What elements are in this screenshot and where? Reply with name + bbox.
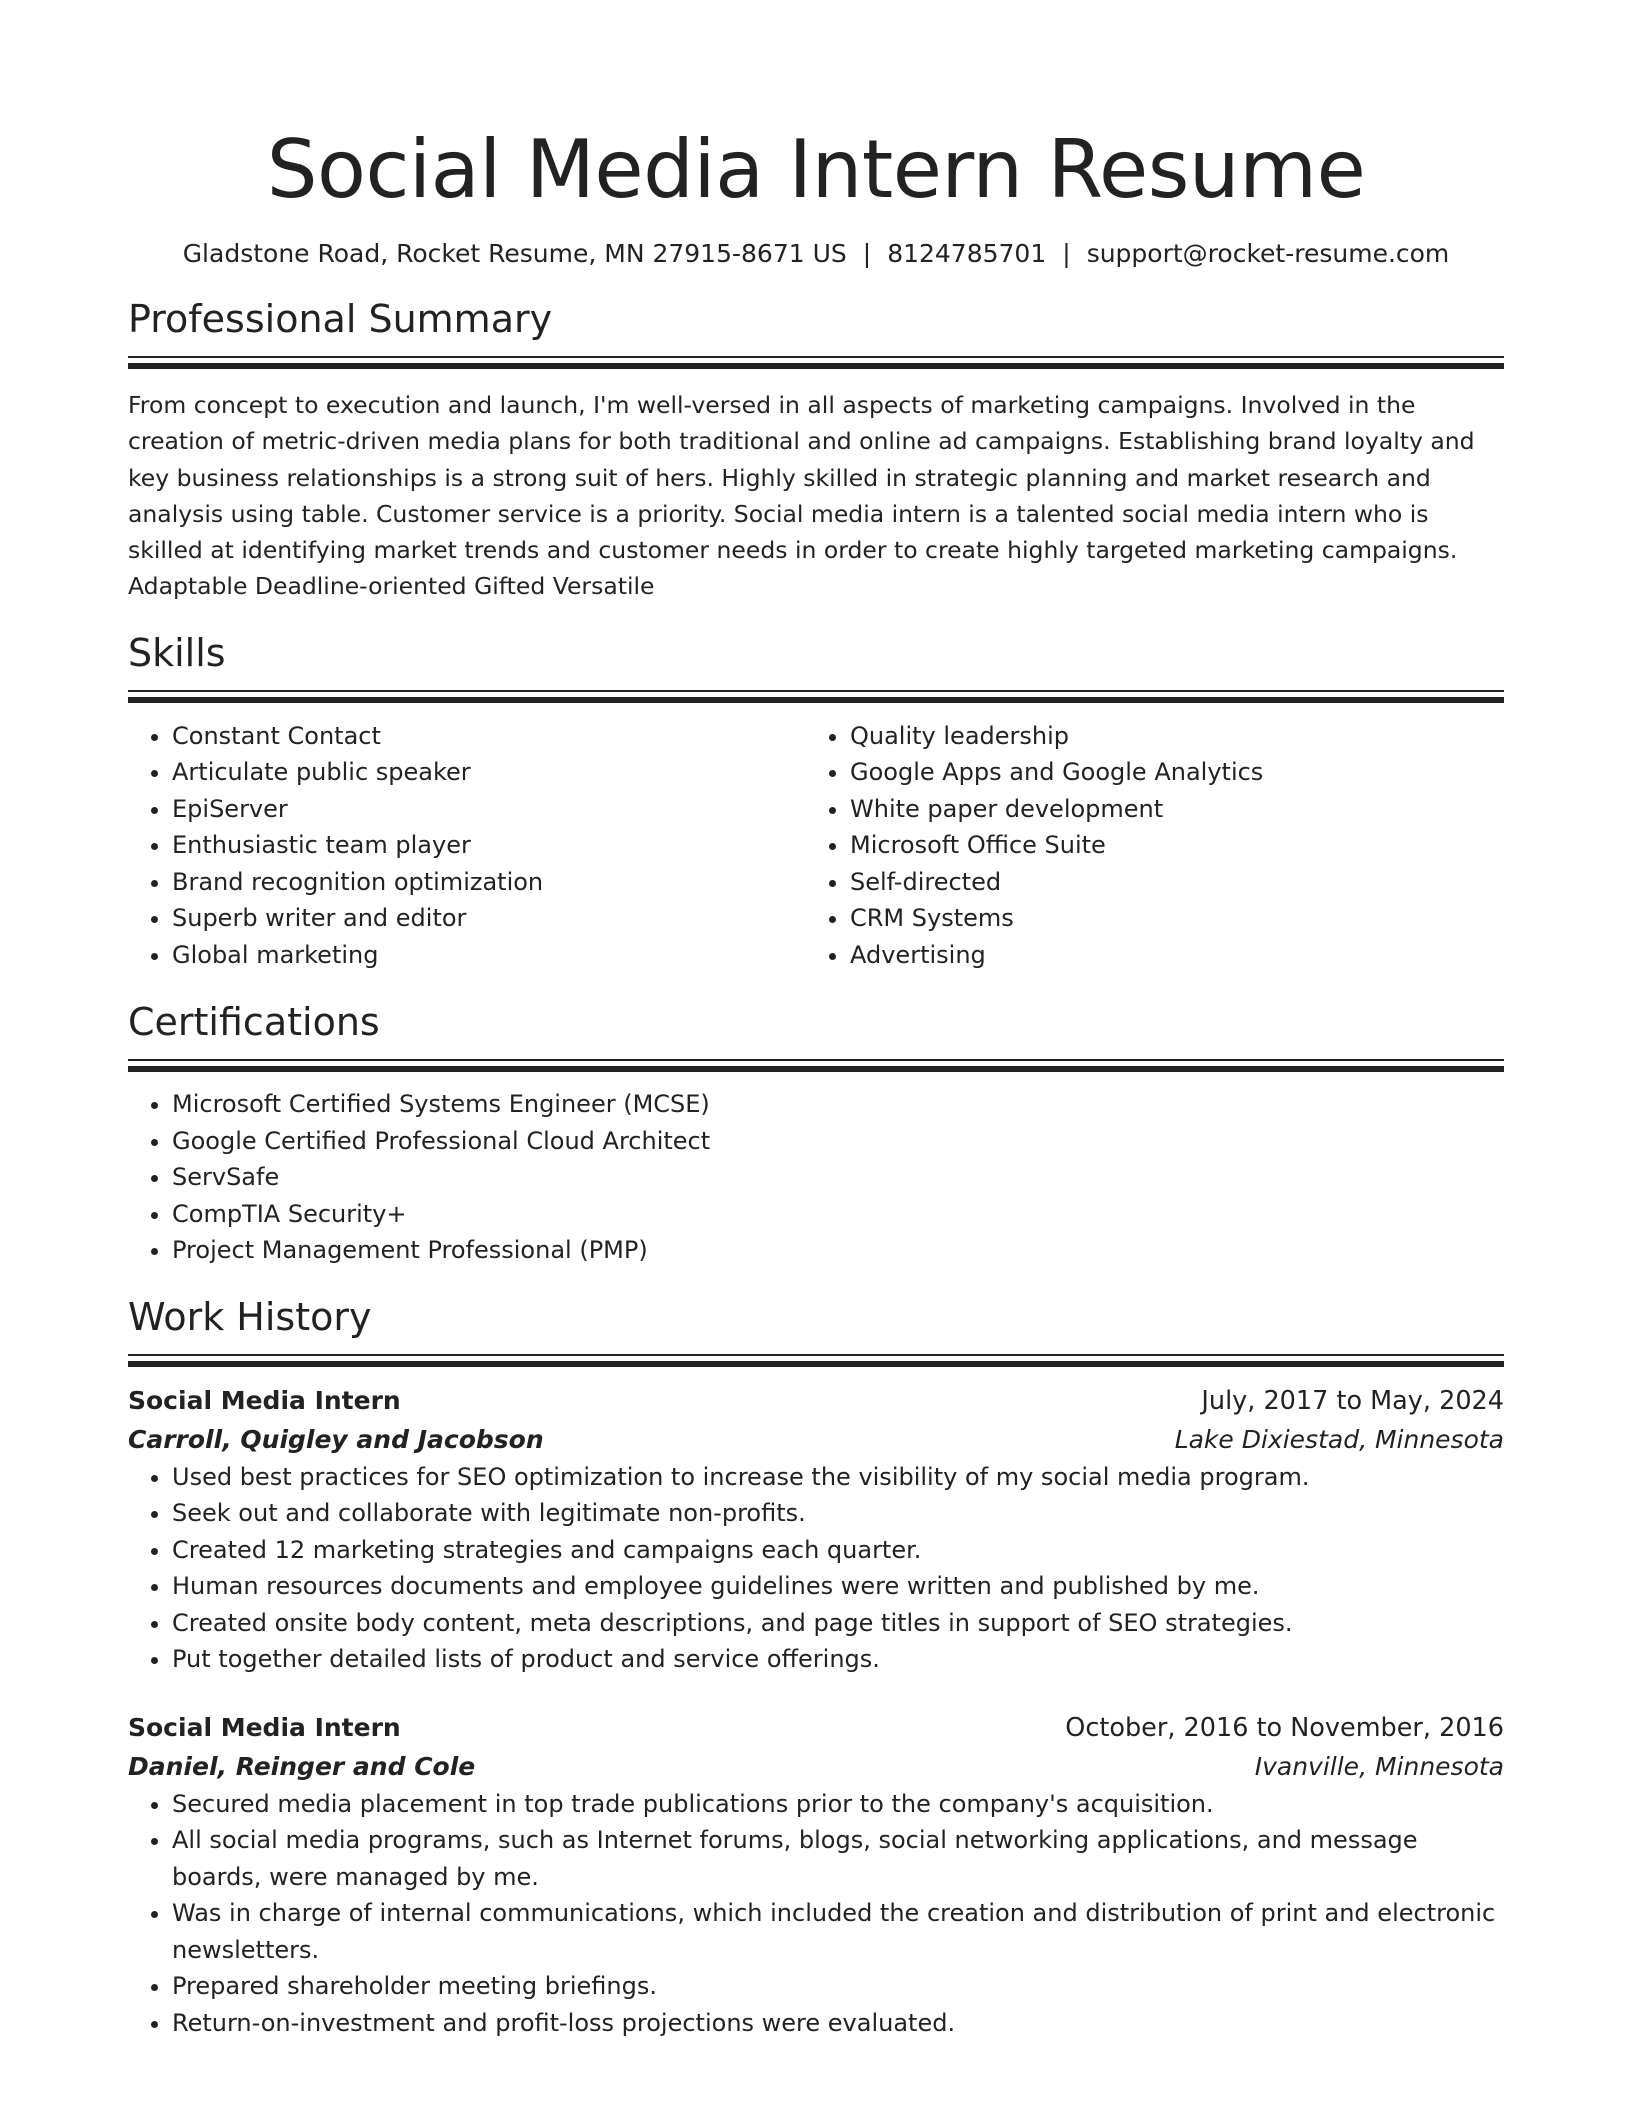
job-company: Carroll, Quigley and Jacobson — [128, 1424, 544, 1454]
skill-item: • Global marketing — [172, 937, 806, 974]
skill-item: • Quality leadership — [850, 718, 1484, 755]
contact-email: support@rocket-resume.com — [1086, 239, 1450, 268]
job-company: Daniel, Reinger and Cole — [128, 1751, 476, 1781]
section-heading-work-history: Work History — [128, 1294, 372, 1339]
job-bullet: • Created 12 marketing strategies and campaigns each quarter. — [172, 1532, 1504, 1569]
skill-item: • Self-directed — [850, 864, 1484, 901]
skill-item: • CRM Systems — [850, 900, 1484, 937]
job-bullet: • Created onsite body content, meta descriptions, and page titles in support of SEO strategies. — [172, 1605, 1504, 1642]
job-dates: October, 2016 to November, 2016 — [1065, 1712, 1504, 1743]
skill-item: • Articulate public speaker — [172, 754, 806, 791]
skill-item: • Constant Contact — [172, 718, 806, 755]
skill-item: • Brand recognition optimization — [172, 864, 806, 901]
section-divider — [128, 1354, 1504, 1367]
skill-item: • Superb writer and editor — [172, 900, 806, 937]
skill-item: • Microsoft Office Suite — [850, 827, 1484, 864]
job-bullets — [128, 1786, 1504, 2042]
resume-page — [128, 0, 1504, 2041]
contact-line — [128, 238, 1504, 270]
job-bullet: • Human resources documents and employee guidelines were written and published by me. — [172, 1568, 1504, 1605]
certifications-list — [128, 1086, 1504, 1269]
certification-item: • Google Certified Professional Cloud Architect — [172, 1123, 1504, 1160]
job-bullet: • Secured media placement in top trade publications prior to the company's acquisition. — [172, 1786, 1504, 1823]
job-title: Social Media Intern — [128, 1712, 401, 1742]
skill-item: • Enthusiastic team player — [172, 827, 806, 864]
skill-item: • Advertising — [850, 937, 1484, 974]
job-entry — [128, 1381, 1504, 1678]
job-bullet: • Prepared shareholder meeting briefings. — [172, 1968, 1504, 2005]
job-bullet: • Used best practices for SEO optimization to increase the visibility of my social media program. — [172, 1459, 1504, 1496]
contact-address: Gladstone Road, Rocket Resume, MN 27915-8671 US — [182, 239, 847, 268]
section-heading-certifications: Certifications — [128, 1000, 380, 1045]
job-company-row — [128, 1421, 1504, 1459]
job-bullet: • Was in charge of internal communications, which included the creation and distribution of print and electronic newsletters. — [172, 1895, 1504, 1968]
contact-phone: 8124785701 — [887, 239, 1047, 268]
job-entry — [128, 1708, 1504, 2042]
skill-item: • EpiServer — [172, 791, 806, 828]
skills-grid — [128, 718, 1504, 974]
job-dates: July, 2017 to May, 2024 — [1201, 1385, 1504, 1416]
job-title: Social Media Intern — [128, 1385, 401, 1415]
work-history-section — [128, 1294, 1504, 2042]
skills-list-left — [128, 718, 806, 974]
skill-item: • Google Apps and Google Analytics — [850, 754, 1484, 791]
resume-title: Social Media Intern Resume — [266, 123, 1366, 216]
job-bullet: • Put together detailed lists of product and service offerings. — [172, 1641, 1504, 1678]
certification-item: • Microsoft Certified Systems Engineer (MCSE) — [172, 1086, 1504, 1123]
section-divider — [128, 356, 1504, 369]
certification-item: • ServSafe — [172, 1159, 1504, 1196]
job-header-row — [128, 1708, 1504, 1748]
skills-list-right — [806, 718, 1484, 974]
job-company-row — [128, 1748, 1504, 1786]
skills-column-right — [806, 718, 1484, 974]
job-bullet: • Seek out and collaborate with legitimate non-profits. — [172, 1495, 1504, 1532]
skills-section — [128, 630, 1504, 974]
certifications-section — [128, 999, 1504, 1269]
summary-section — [128, 296, 1504, 605]
section-divider — [128, 690, 1504, 703]
job-bullet: • All social media programs, such as Internet forums, blogs, social networking applications, and message boards, were managed by me. — [172, 1822, 1504, 1895]
skills-column-left — [128, 718, 806, 974]
contact-separator: | — [862, 239, 872, 268]
contact-separator: | — [1062, 239, 1071, 268]
section-divider — [128, 1059, 1504, 1072]
job-location: Ivanville, Minnesota — [1254, 1751, 1504, 1781]
certification-item: • CompTIA Security+ — [172, 1196, 1504, 1233]
summary-text: From concept to execution and launch, I'm well-versed in all aspects of marketing campaigns. Involved in the creation of metric-driven media plans for both traditional and online ad campaigns. Establishing brand loyalty and key business relationships is a strong suit of hers. Highly skilled in strategic planning and market research and analysis using table. Customer service is a priority. Social media intern is a talented social media intern who is skilled at identifying market trends and customer needs in order to create highly targeted marketing campaigns. Adaptable Deadline-oriented Gifted Versatile — [128, 391, 1475, 601]
job-header-row — [128, 1381, 1504, 1421]
skill-item: • White paper development — [850, 791, 1484, 828]
certification-item: • Project Management Professional (PMP) — [172, 1232, 1504, 1269]
section-heading-skills: Skills — [128, 630, 226, 675]
section-heading-summary: Professional Summary — [128, 297, 553, 341]
job-location: Lake Dixiestad, Minnesota — [1174, 1424, 1504, 1454]
job-bullet: • Return-on-investment and profit-loss projections were evaluated. — [172, 2005, 1504, 2042]
job-bullets — [128, 1459, 1504, 1678]
